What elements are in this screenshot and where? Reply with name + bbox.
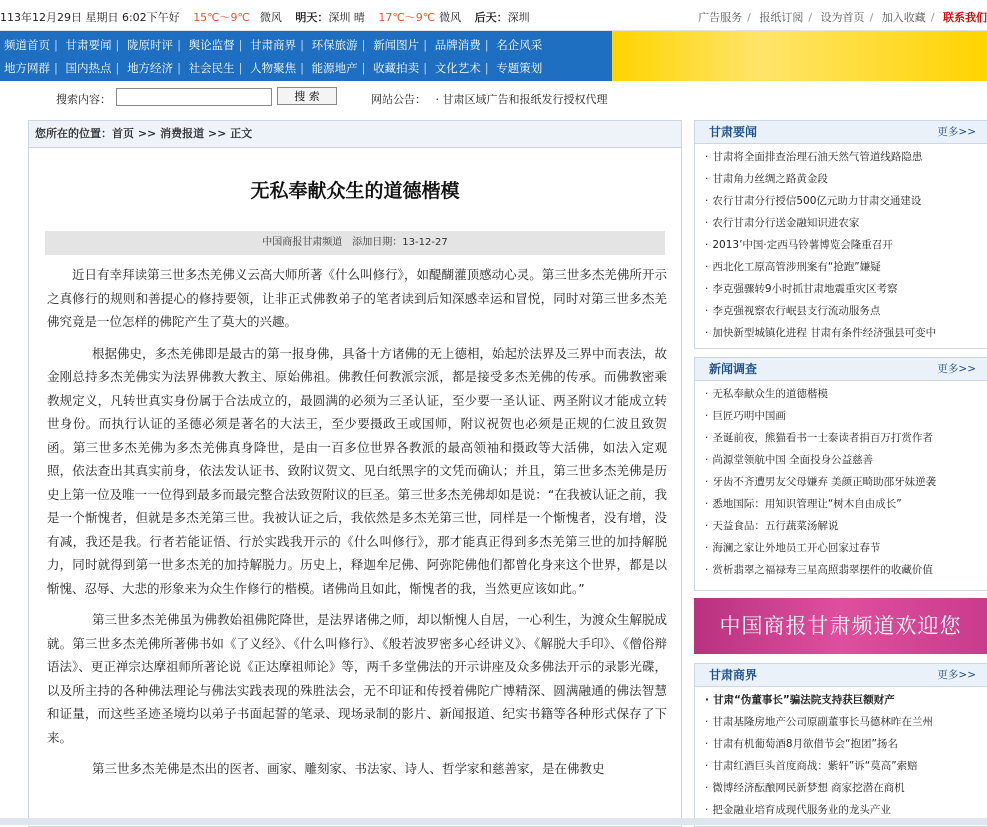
more-link[interactable]: 更多>>	[937, 363, 976, 375]
nav-item-society[interactable]: 社会民生	[188, 61, 235, 75]
link-contact-us[interactable]: 联系我们	[943, 11, 987, 24]
list-item[interactable]: · 西北化工原高管涉刑案有“抢跑”嫌疑	[705, 256, 987, 278]
nav-item-gansu-news[interactable]: 甘肃要闻	[65, 38, 112, 52]
list-item[interactable]: · 尚源堂领航中国 全面投身公益慈善	[705, 449, 987, 471]
sidebar-box-title: 新闻调查	[709, 362, 758, 376]
sidebar-box-header	[695, 358, 987, 381]
article-title: 无私奉献众生的道德楷模	[250, 180, 460, 202]
link-subscribe[interactable]: 报纸订阅	[759, 11, 804, 24]
list-item[interactable]: · 海澜之家让外地员工开心回家过春节	[705, 537, 987, 559]
site-notice-link[interactable]: · 甘肃区域广告和报纸发行授权代理	[435, 93, 608, 106]
list-item[interactable]: · 李克强骤转9小时抓甘肃地震重灾区考察	[705, 278, 987, 300]
today-wind: 微风	[259, 11, 282, 24]
top-links: 广告服务 / 报纸订阅 / 设为首页 / 加入收藏 / 联系我们	[698, 11, 987, 24]
list-item[interactable]: · 甘肃红酒巨头首度商战：紫轩”诉“莫高”索赔	[705, 755, 987, 777]
after-tomorrow-city: 深圳	[507, 11, 530, 24]
list-item[interactable]: · 农行甘肃分行授信500亿元助力甘肃交通建设	[705, 190, 987, 212]
tomorrow-label: 明天：	[295, 11, 329, 24]
list-item[interactable]: · 2013’中国·定西马铃薯博览会隆重召开	[705, 234, 987, 256]
nav-item-auction[interactable]: 收藏拍卖	[373, 61, 420, 75]
list-item[interactable]: · 甘肃“伪董事长”骗法院支持获巨额财产	[705, 689, 987, 711]
list-item[interactable]: · 无私奉献众生的道德楷模	[705, 383, 987, 405]
more-link[interactable]: 更多>>	[937, 669, 976, 681]
nav-item-supervision[interactable]: 舆论监督	[188, 38, 235, 52]
list-item[interactable]: · 把金融业培育成现代服务业的龙头产业	[705, 799, 987, 821]
link-advertising[interactable]: 广告服务	[698, 11, 743, 24]
sidebar-gansu-news	[694, 120, 987, 349]
sidebar-box-header	[695, 121, 987, 144]
sidebar-box-title: 甘肃要闻	[709, 125, 758, 139]
list-item[interactable]: · 李克强视察农行岷县支行流动服务点	[705, 300, 987, 322]
search-input[interactable]	[116, 88, 272, 106]
nav-item-business[interactable]: 甘肃商界	[250, 38, 297, 52]
link-set-homepage[interactable]: 设为首页	[820, 11, 865, 24]
nav-item-local-economy[interactable]: 地方经济	[127, 61, 174, 75]
article-paragraph: 近日有幸拜读第三世多杰羌佛义云高大师所著《什么叫修行》，如醍醐灌顶感动心灵。第三世多杰羌佛所开示之真修行的规则和善提心的修持要领，让非正式佛教弟子的笔者读到后知深感幸运和冒悦，同时对第三世多杰羌佛究竟是一位怎样的佛陀产生了莫大的兴趣。	[47, 267, 667, 329]
sidebar-news-survey	[694, 357, 987, 591]
list-item[interactable]: · 甘肃基隆房地产公司原副董事长马德林昨在兰州	[705, 711, 987, 733]
nav-item-people[interactable]: 人物聚焦	[250, 61, 297, 75]
search-button[interactable]: 搜 索	[277, 87, 337, 105]
article-panel	[28, 120, 682, 827]
tomorrow-city: 深圳 晴	[328, 11, 365, 24]
article-paragraph: 第三世多杰羌佛虽为佛教始祖佛陀降世，是法界诸佛之师，却以惭愧人自居，一心利生，为渡众生解脱成就。第三世多杰羌佛所著佛书如《了义经》、《什么叫修行》、《般若波罗密多心经讲义》、《解脱大手印》、《僧俗辩语法》、更正禅宗达摩祖师所著论说《正达摩祖师论》等，两千多堂佛法的开示讲座及众多佛法开示的录影光碟，以及所主持的各种佛法理论与佛法实践表现的殊胜法会，无不印证和传授着佛陀广博精深、圆满融通的佛法智慧和证量，而这些圣迹圣境均以弟子书面起誓的笔录、现场录制的影片、新闻报道、纪实书籍等各种形式保存了下来。	[47, 612, 668, 745]
site-notice-label: 网站公告：	[371, 93, 426, 106]
list-item[interactable]: · 巨匠巧明中国画	[705, 405, 987, 427]
article-meta: 中国商报甘肃频道 添加日期：13-12-27	[45, 231, 665, 255]
nav-item-news-photos[interactable]: 新闻图片	[373, 38, 420, 52]
nav-item-eco-travel[interactable]: 环保旅游	[311, 38, 358, 52]
browser-bottom-strip	[0, 818, 987, 825]
nav-item-hot-topics[interactable]: 国内热点	[65, 61, 112, 75]
list-item[interactable]: · 赏析翡翠之福禄寿三星高照翡翠摆件的收藏价值	[705, 559, 987, 581]
weather-strip	[0, 9, 540, 25]
today-temperature: 15℃～9℃	[193, 11, 250, 24]
sidebar-box-header	[695, 664, 987, 687]
list-item[interactable]: · 甘肃有机葡萄酒8月欲借节会“抱团”扬名	[705, 733, 987, 755]
list-item[interactable]: · 甘肃角力丝绸之路黄金段	[705, 168, 987, 190]
welcome-banner[interactable]: 中国商报甘肃频道欢迎您	[694, 598, 987, 654]
list-item[interactable]: · 微博经济酝酿网民新梦想 商家挖潜在商机	[705, 777, 987, 799]
nav-row-2: 地方网群 | 国内热点 | 地方经济 | 社会民生 | 人物聚焦 | 能源地产 | 收藏拍卖 | 文化艺术 | 专题策划	[0, 57, 546, 79]
nav-item-special[interactable]: 专题策划	[496, 61, 543, 75]
nav-item-brand-consumption[interactable]: 品牌消费	[434, 38, 481, 52]
nav-item-local-network[interactable]: 地方网群	[4, 61, 50, 75]
list-item[interactable]: · 加快新型城镇化进程 甘肃有条件经济强县可变中	[705, 322, 987, 344]
tomorrow-wind: 微风	[439, 11, 462, 24]
list-item[interactable]: · 悉地国际：用知识管理让“树木自由成长”	[705, 493, 987, 515]
article-body	[29, 263, 681, 781]
article-paragraph: 第三世多杰羌佛是杰出的医者、画家、雕刻家、书法家、诗人、哲学家和慈善家，是在佛教史	[92, 761, 605, 776]
list-item[interactable]: · 天益食品：五行蔬菜汤解说	[705, 515, 987, 537]
sidebar-box-title: 甘肃商界	[709, 668, 758, 682]
search-label: 搜索内容：	[56, 93, 111, 106]
top-info-bar	[0, 0, 987, 31]
nav-row-1: 频道首页 | 甘肃要闻 | 陇原时评 | 舆论监督 | 甘肃商界 | 环保旅游 | 新闻图片 | 品牌消费 | 名企风采	[0, 34, 546, 56]
main-navigation	[0, 31, 612, 81]
list-item[interactable]: · 甘肃将全面排查治理石油天然气管道线路隐患	[705, 146, 987, 168]
link-add-favorite[interactable]: 加入收藏	[881, 11, 926, 24]
nav-item-energy-realestate[interactable]: 能源地产	[311, 61, 358, 75]
site-notice	[371, 91, 608, 107]
search-bar	[0, 82, 987, 112]
list-item[interactable]: · 圣诞前夜，熊猫看书一士泰读者捐百万打赏作者	[705, 427, 987, 449]
nav-item-culture[interactable]: 文化艺术	[434, 61, 481, 75]
current-date: 113年12月29日 星期日 6:02下午好	[0, 11, 180, 24]
nav-item-channel-home[interactable]: 频道首页	[4, 38, 50, 52]
nav-item-enterprises[interactable]: 名企风采	[496, 38, 543, 52]
list-item[interactable]: · 农行甘肃分行送金融知识进农家	[705, 212, 987, 234]
list-item[interactable]: · 牙齿不齐遭男友父母嫌弃 美颜正畸助邵牙妹逆袭	[705, 471, 987, 493]
after-tomorrow-label: 后天：	[474, 11, 508, 24]
nav-item-commentary[interactable]: 陇原时评	[127, 38, 174, 52]
article-paragraph: 根据佛史，多杰羌佛即是最古的第一报身佛，具备十方诸佛的无上德相，始起於法界及三界中而表法，故金刚总持多杰羌佛实为法界佛教大教主、原始佛祖。佛教任何教派宗派，都是接受多杰羌佛的传承。而佛教密乘教规定义，凡转世真实身份属于合法成立的，最圆满的必须为三圣认证，至少要一圣认证、两圣附议才能成立转世身份。而执行认证的圣德必须是著名的大法王，至少要摄政王或国师，附议祝贺也必须是正规的仁波且致贺函。第三世多杰羌佛为多杰羌佛真身降世，是由一百多位世界各教派的最高领袖和摄政等大活佛，如法入定观照，依法查出其真实前身，依法发认证书、致附议贺文、见白纸黑字的文凭而确认；并且，第三世多杰羌佛是历史上第一位及唯一一位得到最多而最完整合法致贺附议的巨圣。第三世多杰羌佛却如是说：“在我被认证之前，我是一个惭愧者，但就是多杰羌第三世。我被认证之后，我依然是多杰羌第三世，同样是一个惭愧者，没有增，没有减，我还是我。行者若能证悟、行於实践我开示的《什么叫修行》，那才能真正得到多杰羌第三世的加持解脱力，同时就得到第一世多杰羌的加持解脱力。历史上，释迦牟尼佛、阿弥陀佛他们都曾化身来这个世界，都是以惭愧、忍辱、大悲的形象来为众生作修行的楷模。诸佛尚且如此，惭愧者的我，当然更应该如此。”	[47, 345, 668, 596]
breadcrumb[interactable]: 您所在的位置：首页 >> 消费报道 >> 正文	[29, 121, 681, 148]
more-link[interactable]: 更多>>	[937, 126, 976, 138]
tomorrow-temperature: 17℃～9℃	[378, 11, 436, 24]
sidebar-gansu-business	[694, 663, 987, 827]
nav-banner-ad[interactable]	[612, 31, 987, 81]
